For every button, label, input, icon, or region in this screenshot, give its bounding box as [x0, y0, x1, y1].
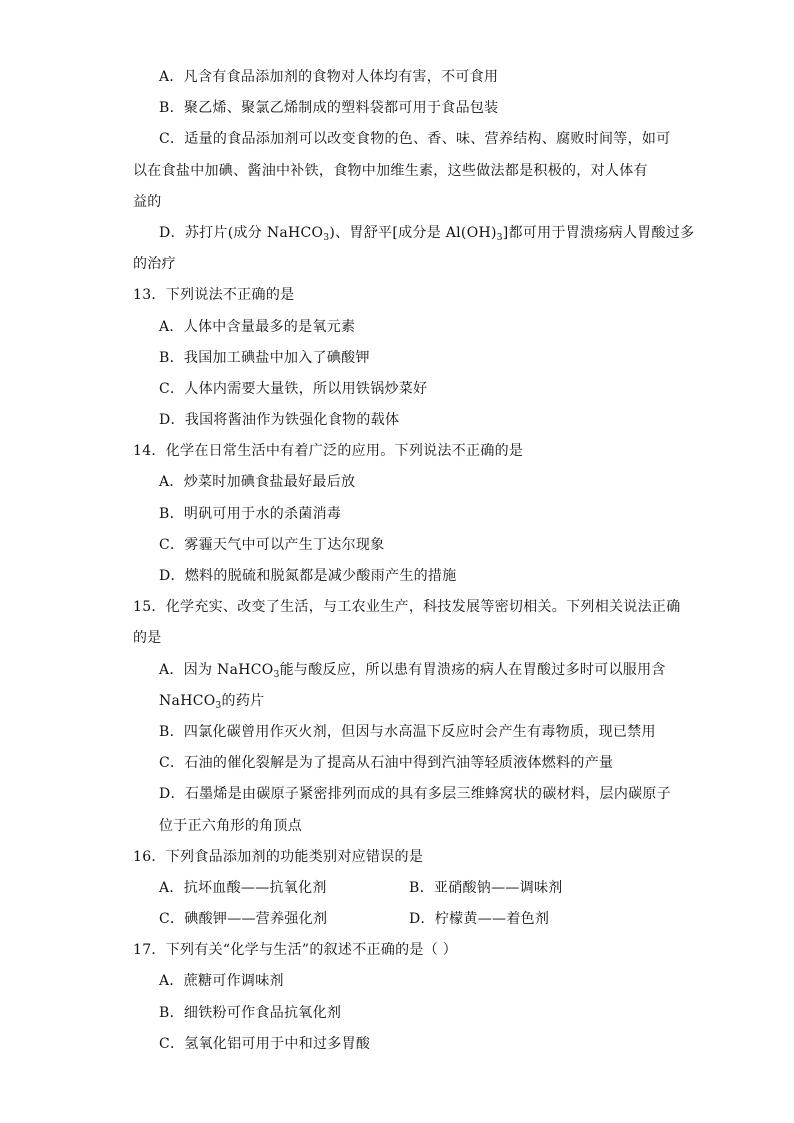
q13-option-d: D．我国将酱油作为铁强化食物的载体 — [159, 412, 400, 429]
q12-option-d-subscript1: 3 — [323, 232, 330, 243]
q16-option-d: D．柠檬黄——着色剂 — [409, 911, 550, 928]
q14-option-d: D．燃料的脱硫和脱氮都是减少酸雨产生的措施 — [159, 568, 457, 584]
q15-option-a-line1 — [133, 655, 673, 686]
q15-option-d-line2: 位于正六角形的角顶点 — [159, 817, 302, 834]
q12-option-d-text1: D．苏打片(成分 NaHCO — [159, 224, 324, 241]
q16-options-row1 — [133, 873, 673, 904]
q16-option-b: B．亚硝酸钠——调味剂 — [409, 879, 563, 896]
q13-option-b: B．我国加工碘盐中加入了碘酸钾 — [159, 349, 370, 366]
q12-option-d-subscript2: 3 — [496, 232, 503, 243]
q16-stem: 16．下列食品添加剂的功能类别对应错误的是 — [133, 848, 424, 865]
q12-option-d-text2: )、胃舒平[成分是 Al(OH) — [329, 224, 497, 241]
page-content — [133, 62, 695, 1060]
q15-option-b: B．四氯化碳曾用作灭火剂，但因与水高温下反应时会产生有毒物质，现已禁用 — [159, 723, 656, 740]
q13-option-c: C．人体内需要大量铁，所以用铁锅炒菜好 — [159, 380, 428, 397]
q12-option-b: B．聚乙烯、聚氯乙烯制成的塑料袋都可用于食品包装 — [159, 100, 499, 117]
q12-option-d-text3: ]都可用于胃溃疡病人胃酸过多 — [502, 224, 695, 241]
q16-option-a: A．抗坏血酸——抗氧化剂 — [159, 879, 327, 896]
q17-option-a: A．蔗糖可作调味剂 — [159, 973, 284, 990]
q14-option-c: C．雾霾天气中可以产生丁达尔现象 — [159, 536, 385, 553]
q15-option-a-line2 — [133, 686, 673, 717]
q15-option-a-text2: 能与酸反应，所以患有胃溃疡的病人在胃酸过多时可以服用含 — [279, 661, 666, 678]
q12-option-d-line2: 的治疗 — [133, 256, 176, 273]
q14-option-a: A．炒菜时加碘食盐最好最后放 — [159, 474, 356, 491]
q14-stem: 14．化学在日常生活中有着广泛的应用。下列说法不正确的是 — [133, 443, 524, 460]
q13-stem: 13．下列说法不正确的是 — [133, 287, 295, 304]
q17-option-c: C．氢氧化铝可用于中和过多胃酸 — [159, 1035, 371, 1052]
q15-option-c: C．石油的催化裂解是为了提高从石油中得到汽油等轻质液体燃料的产量 — [159, 755, 614, 772]
q14-option-b: B．明矾可用于水的杀菌消毒 — [159, 505, 342, 522]
q15-stem-line1: 15．化学充实、改变了生活，与工农业生产，科技发展等密切相关。下列相关说法正确 — [133, 599, 681, 616]
q13-option-a: A．人体中含量最多的是氧元素 — [159, 318, 356, 335]
q17-option-b: B．细铁粉可作食品抗氧化剂 — [159, 1004, 342, 1021]
q12-option-c-line2: 以在食盐中加碘、酱油中补铁，食物中加维生素，这些做法都是积极的，对人体有 — [133, 162, 648, 179]
q15-option-a-text4: 的药片 — [221, 692, 265, 709]
q12-option-d-line1 — [133, 218, 695, 249]
q12-option-a: A．凡含有食品添加剂的食物对人体均有害，不可食用 — [159, 69, 499, 85]
q15-option-a-subscript2: 3 — [215, 700, 222, 711]
q15-stem-line2: 的是 — [133, 630, 162, 647]
q16-options-row2 — [133, 904, 673, 935]
q15-option-a-subscript1: 3 — [273, 669, 280, 680]
q17-stem: 17．下列有关“化学与生活”的叙述不正确的是（ ） — [133, 942, 458, 959]
q12-option-c-line3: 益的 — [133, 193, 162, 210]
q15-option-a-text1: A．因为 NaHCO — [159, 661, 274, 678]
q16-option-c: C．碘酸钾——营养强化剂 — [159, 911, 328, 928]
q15-option-d-line1: D．石墨烯是由碳原子紧密排列而成的具有多层三维蜂窝状的碳材料，层内碳原子 — [159, 786, 672, 803]
q15-option-a-text3: NaHCO — [159, 692, 216, 709]
q12-option-c-line1: C．适量的食品添加剂可以改变食物的色、香、味、营养结构、腐败时间等，如可 — [159, 131, 671, 148]
